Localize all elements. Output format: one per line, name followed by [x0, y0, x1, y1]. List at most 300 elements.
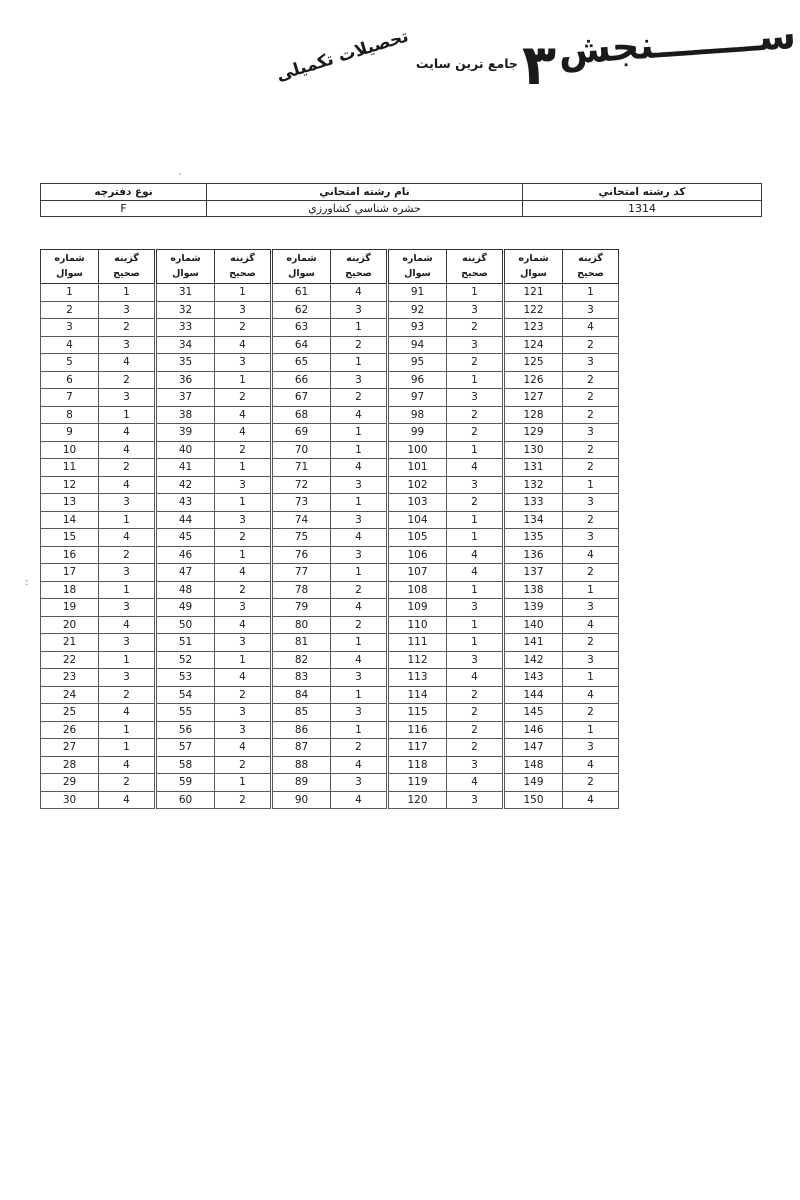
correct-option: 3	[563, 529, 619, 547]
correct-option: 4	[563, 319, 619, 337]
correct-option: 1	[331, 319, 387, 337]
question-number: 59	[157, 774, 215, 792]
question-number: 14	[41, 511, 99, 529]
correct-option: 3	[563, 301, 619, 319]
answer-key-row	[41, 546, 155, 564]
question-number: 64	[273, 336, 331, 354]
correct-option: 1	[99, 511, 155, 529]
question-number: 47	[157, 564, 215, 582]
question-number: 112	[389, 651, 447, 669]
answer-key-row	[273, 686, 387, 704]
correct-option: 2	[99, 546, 155, 564]
answer-key-row	[389, 284, 503, 302]
answer-key-row	[157, 371, 271, 389]
question-number: 92	[389, 301, 447, 319]
correct-option: 3	[447, 389, 503, 407]
question-number: 9	[41, 424, 99, 442]
answer-key-row	[389, 704, 503, 722]
question-number: 148	[505, 756, 563, 774]
answer-key-row	[157, 336, 271, 354]
correct-option: 2	[563, 774, 619, 792]
question-number: 50	[157, 616, 215, 634]
correct-option: 2	[563, 371, 619, 389]
answer-key-row	[157, 739, 271, 757]
answer-key-row	[273, 511, 387, 529]
answer-key-row	[273, 704, 387, 722]
answer-key-header-row	[41, 250, 155, 284]
correct-option: 4	[215, 739, 271, 757]
exam-name-value: حشره شناسي كشاورزي	[207, 201, 523, 217]
correct-option: 1	[331, 441, 387, 459]
answer-key-row	[41, 669, 155, 687]
correct-option: 4	[99, 354, 155, 372]
question-number: 27	[41, 739, 99, 757]
question-number: 29	[41, 774, 99, 792]
answer-key-header-row	[505, 250, 619, 284]
answer-key-row	[389, 756, 503, 774]
correct-option: 2	[331, 389, 387, 407]
correct-option: 2	[563, 459, 619, 477]
question-number: 144	[505, 686, 563, 704]
answer-key-row	[505, 319, 619, 337]
correct-option: 2	[215, 756, 271, 774]
answer-key-row	[505, 511, 619, 529]
question-number: 62	[273, 301, 331, 319]
question-number: 83	[273, 669, 331, 687]
answer-key-row	[41, 284, 155, 302]
correct-option: 3	[331, 704, 387, 722]
logo-brand-calligraphy: ســــــــنجش	[556, 12, 798, 74]
correct-option-header: گزينه صحيح	[447, 250, 503, 284]
correct-option: 4	[331, 651, 387, 669]
correct-option-header: گزينه صحيح	[563, 250, 619, 284]
answer-key-row	[41, 354, 155, 372]
correct-option: 2	[447, 739, 503, 757]
question-number: 72	[273, 476, 331, 494]
correct-option: 1	[563, 476, 619, 494]
question-number: 3	[41, 319, 99, 337]
question-number: 86	[273, 721, 331, 739]
answer-key-row	[273, 774, 387, 792]
answer-key-row	[41, 599, 155, 617]
question-number: 118	[389, 756, 447, 774]
answer-key-row	[157, 284, 271, 302]
question-number: 129	[505, 424, 563, 442]
answer-key-row	[505, 529, 619, 547]
question-number: 51	[157, 634, 215, 652]
correct-option: 2	[563, 336, 619, 354]
question-number: 19	[41, 599, 99, 617]
question-number: 24	[41, 686, 99, 704]
scan-artifact-margin-mark: :	[25, 577, 29, 588]
question-number: 87	[273, 739, 331, 757]
question-number: 78	[273, 581, 331, 599]
question-number: 98	[389, 406, 447, 424]
correct-option: 2	[447, 494, 503, 512]
question-number: 32	[157, 301, 215, 319]
question-number: 142	[505, 651, 563, 669]
correct-option: 3	[447, 476, 503, 494]
answer-key-row	[505, 791, 619, 809]
answer-key-row	[157, 441, 271, 459]
question-number: 18	[41, 581, 99, 599]
correct-option: 1	[99, 284, 155, 302]
answer-key-row	[273, 424, 387, 442]
correct-option: 4	[447, 669, 503, 687]
question-number: 134	[505, 511, 563, 529]
question-number: 63	[273, 319, 331, 337]
correct-option: 4	[331, 756, 387, 774]
correct-option: 1	[99, 406, 155, 424]
answer-key-row	[389, 686, 503, 704]
question-number: 81	[273, 634, 331, 652]
correct-option: 4	[447, 459, 503, 477]
question-number: 80	[273, 616, 331, 634]
correct-option: 1	[447, 529, 503, 547]
correct-option: 4	[331, 284, 387, 302]
answer-key-row	[389, 669, 503, 687]
correct-option: 3	[215, 599, 271, 617]
question-number: 53	[157, 669, 215, 687]
correct-option-header: گزينه صحيح	[331, 250, 387, 284]
question-number: 7	[41, 389, 99, 407]
question-number: 117	[389, 739, 447, 757]
correct-option: 3	[99, 634, 155, 652]
correct-option: 4	[99, 704, 155, 722]
correct-option: 2	[447, 721, 503, 739]
correct-option: 1	[447, 371, 503, 389]
answer-key-row	[389, 459, 503, 477]
scan-artifact-stray-dot: ·	[178, 168, 182, 181]
answer-key-row	[505, 756, 619, 774]
question-number: 85	[273, 704, 331, 722]
question-number: 95	[389, 354, 447, 372]
answer-key-row	[41, 529, 155, 547]
correct-option: 3	[447, 599, 503, 617]
question-number: 109	[389, 599, 447, 617]
question-number: 4	[41, 336, 99, 354]
answer-key-row	[157, 581, 271, 599]
answer-key-row	[273, 669, 387, 687]
correct-option: 3	[447, 651, 503, 669]
answer-key-row	[273, 441, 387, 459]
answer-key-row	[273, 616, 387, 634]
answer-key-row	[157, 459, 271, 477]
answer-key-row	[41, 651, 155, 669]
question-number: 11	[41, 459, 99, 477]
answer-key-row	[273, 494, 387, 512]
correct-option: 2	[563, 704, 619, 722]
answer-key-row	[273, 336, 387, 354]
question-number: 16	[41, 546, 99, 564]
answer-key-row	[273, 651, 387, 669]
answer-key-row	[157, 319, 271, 337]
answer-key-row	[389, 441, 503, 459]
question-number: 97	[389, 389, 447, 407]
correct-option: 2	[563, 406, 619, 424]
question-number: 126	[505, 371, 563, 389]
correct-option: 2	[447, 406, 503, 424]
correct-option: 4	[215, 336, 271, 354]
answer-key-row	[157, 704, 271, 722]
answer-key-row	[273, 371, 387, 389]
correct-option: 3	[563, 739, 619, 757]
answer-key-row	[157, 406, 271, 424]
question-number: 5	[41, 354, 99, 372]
correct-option: 4	[99, 791, 155, 809]
answer-key-row	[389, 319, 503, 337]
question-number: 101	[389, 459, 447, 477]
answer-key-row	[389, 336, 503, 354]
correct-option: 2	[215, 791, 271, 809]
correct-option: 4	[99, 476, 155, 494]
answer-key-row	[505, 581, 619, 599]
correct-option: 1	[215, 371, 271, 389]
answer-key-header-row	[389, 250, 503, 284]
answer-key-row	[157, 686, 271, 704]
question-number: 42	[157, 476, 215, 494]
correct-option: 1	[215, 284, 271, 302]
answer-key-header-row	[273, 250, 387, 284]
question-number: 23	[41, 669, 99, 687]
correct-option: 3	[215, 511, 271, 529]
answer-key-row	[505, 441, 619, 459]
question-number: 128	[505, 406, 563, 424]
answer-key-row	[157, 616, 271, 634]
answer-key-row	[505, 774, 619, 792]
correct-option: 1	[331, 564, 387, 582]
answer-key-row	[505, 634, 619, 652]
answer-key-row	[41, 441, 155, 459]
answer-key-row	[389, 529, 503, 547]
question-number: 111	[389, 634, 447, 652]
question-number: 122	[505, 301, 563, 319]
correct-option: 2	[331, 336, 387, 354]
correct-option: 3	[99, 494, 155, 512]
correct-option: 1	[563, 669, 619, 687]
answer-key-row	[389, 546, 503, 564]
answer-key-row	[157, 389, 271, 407]
answer-key-row	[389, 406, 503, 424]
answer-key-row	[389, 389, 503, 407]
answer-key-header-row	[157, 250, 271, 284]
correct-option: 2	[563, 511, 619, 529]
question-number: 66	[273, 371, 331, 389]
question-number: 73	[273, 494, 331, 512]
question-number: 75	[273, 529, 331, 547]
answer-key-row	[505, 739, 619, 757]
question-number: 119	[389, 774, 447, 792]
question-number: 106	[389, 546, 447, 564]
answer-key-row	[157, 669, 271, 687]
answer-key-row	[505, 651, 619, 669]
answer-key-row	[157, 564, 271, 582]
correct-option: 4	[99, 441, 155, 459]
question-number: 90	[273, 791, 331, 809]
question-number: 121	[505, 284, 563, 302]
question-number: 21	[41, 634, 99, 652]
question-number: 49	[157, 599, 215, 617]
answer-key-row	[505, 301, 619, 319]
correct-option: 3	[99, 301, 155, 319]
question-number: 70	[273, 441, 331, 459]
answer-key-row	[505, 406, 619, 424]
question-number: 39	[157, 424, 215, 442]
question-number: 12	[41, 476, 99, 494]
question-number: 145	[505, 704, 563, 722]
correct-option: 1	[99, 651, 155, 669]
answer-key-row	[273, 459, 387, 477]
answer-key-row	[505, 371, 619, 389]
correct-option: 4	[563, 616, 619, 634]
correct-option: 1	[331, 424, 387, 442]
question-number: 45	[157, 529, 215, 547]
answer-key-row	[41, 476, 155, 494]
correct-option: 3	[447, 301, 503, 319]
exam-code-label: كد رشته امتحاني	[523, 184, 762, 201]
correct-option: 2	[447, 424, 503, 442]
answer-key-row	[273, 284, 387, 302]
correct-option: 3	[215, 476, 271, 494]
question-number: 137	[505, 564, 563, 582]
question-number: 74	[273, 511, 331, 529]
answer-key-row	[157, 651, 271, 669]
answer-key-row	[505, 546, 619, 564]
answer-key-table-4	[388, 249, 503, 809]
question-number: 131	[505, 459, 563, 477]
answer-key-row	[41, 581, 155, 599]
answer-key-row	[273, 739, 387, 757]
correct-option: 3	[331, 546, 387, 564]
answer-key-row	[389, 791, 503, 809]
answer-key-row	[389, 774, 503, 792]
answer-key-row	[505, 459, 619, 477]
question-number: 125	[505, 354, 563, 372]
correct-option: 1	[331, 686, 387, 704]
correct-option: 1	[215, 774, 271, 792]
question-number: 36	[157, 371, 215, 389]
correct-option: 1	[215, 651, 271, 669]
answer-key-row	[273, 319, 387, 337]
correct-option: 4	[99, 529, 155, 547]
answer-key-row	[273, 599, 387, 617]
answer-key-row	[273, 634, 387, 652]
question-number: 40	[157, 441, 215, 459]
correct-option: 3	[563, 494, 619, 512]
question-number: 82	[273, 651, 331, 669]
question-number: 127	[505, 389, 563, 407]
logo-tagline-group	[273, 25, 518, 86]
correct-option: 1	[215, 546, 271, 564]
answer-key-row	[389, 581, 503, 599]
answer-key-row	[41, 319, 155, 337]
answer-key-row	[389, 634, 503, 652]
question-number: 65	[273, 354, 331, 372]
correct-option: 3	[447, 791, 503, 809]
answer-key-row	[389, 424, 503, 442]
question-number: 91	[389, 284, 447, 302]
question-number: 48	[157, 581, 215, 599]
sanjesh3-logo	[273, 12, 798, 98]
correct-option-header: گزينه صحيح	[215, 250, 271, 284]
answer-key-row	[41, 406, 155, 424]
answer-key-row	[505, 669, 619, 687]
answer-key-row	[41, 721, 155, 739]
question-number: 58	[157, 756, 215, 774]
correct-option: 2	[215, 389, 271, 407]
answer-key-row	[273, 581, 387, 599]
question-number: 79	[273, 599, 331, 617]
correct-option: 4	[99, 616, 155, 634]
answer-key-row	[157, 301, 271, 319]
answer-key-row	[389, 354, 503, 372]
answer-key-row	[273, 476, 387, 494]
correct-option: 4	[447, 546, 503, 564]
question-number: 26	[41, 721, 99, 739]
answer-key-row	[157, 599, 271, 617]
correct-option: 3	[331, 511, 387, 529]
question-number: 123	[505, 319, 563, 337]
answer-key-row	[273, 564, 387, 582]
question-number: 44	[157, 511, 215, 529]
correct-option: 4	[215, 406, 271, 424]
answer-key-row	[389, 564, 503, 582]
question-number-header: شماره سوال	[273, 250, 331, 284]
question-number: 37	[157, 389, 215, 407]
answer-key-row	[41, 459, 155, 477]
correct-option: 2	[99, 319, 155, 337]
answer-key-row	[157, 634, 271, 652]
correct-option: 3	[563, 599, 619, 617]
correct-option: 2	[331, 581, 387, 599]
question-number: 60	[157, 791, 215, 809]
question-number: 143	[505, 669, 563, 687]
question-number: 17	[41, 564, 99, 582]
correct-option: 2	[447, 354, 503, 372]
correct-option: 1	[563, 284, 619, 302]
question-number: 30	[41, 791, 99, 809]
question-number: 120	[389, 791, 447, 809]
question-number-header: شماره سوال	[505, 250, 563, 284]
question-number: 2	[41, 301, 99, 319]
question-number: 20	[41, 616, 99, 634]
answer-key-row	[157, 494, 271, 512]
exam-code-value: 1314	[523, 201, 762, 217]
correct-option: 4	[215, 669, 271, 687]
answer-key-row	[157, 546, 271, 564]
question-number: 149	[505, 774, 563, 792]
correct-option: 3	[447, 756, 503, 774]
exam-info-table	[40, 183, 762, 217]
correct-option: 4	[331, 791, 387, 809]
question-number: 115	[389, 704, 447, 722]
answer-key-row	[273, 406, 387, 424]
answer-key-row	[505, 616, 619, 634]
question-number: 15	[41, 529, 99, 547]
correct-option: 3	[215, 354, 271, 372]
correct-option: 3	[563, 354, 619, 372]
correct-option: 1	[331, 354, 387, 372]
answer-key-row	[505, 599, 619, 617]
answer-key-tables	[40, 249, 619, 809]
question-number: 104	[389, 511, 447, 529]
answer-key-row	[41, 739, 155, 757]
question-number: 1	[41, 284, 99, 302]
question-number: 25	[41, 704, 99, 722]
answer-key-row	[41, 704, 155, 722]
question-number: 96	[389, 371, 447, 389]
question-number: 55	[157, 704, 215, 722]
